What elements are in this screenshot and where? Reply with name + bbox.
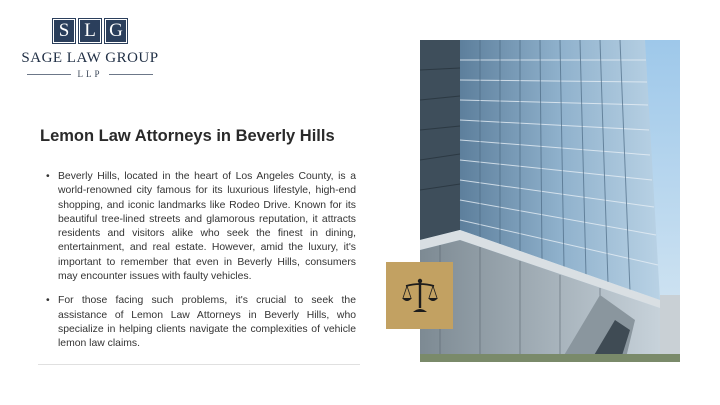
building-photo: [420, 40, 680, 362]
bullet-dot-icon: •: [46, 295, 50, 307]
logo-letter-l: L: [78, 18, 102, 44]
logo-letter-g: G: [104, 18, 128, 44]
bullet-dot-icon: •: [46, 171, 50, 182]
company-logo: [20, 18, 160, 79]
logo-rule-right: [109, 74, 153, 75]
bullet-item: [46, 294, 356, 351]
page-title: Lemon Law Attorneys in Beverly Hills: [40, 127, 335, 145]
bullet-text: Beverly Hills, located in the heart of Los Angeles County, is a world-renowned city famous for its luxurious lifestyle, high-end shopping, and iconic landmarks like Rodeo Drive. Known for its beautiful tree-lined streets and glamorous reputation, it attracts residents and visitors alike who seek the finest in dining, entertainment, and real estate. However, amid the luxury, it's important to remember that even in Beverly Hills, consumers may encounter issues with faulty vehicles.: [58, 171, 356, 283]
logo-company-name: SAGE LAW GROUP: [21, 50, 159, 66]
scales-of-justice-icon: [400, 276, 440, 316]
logo-monogram: [20, 18, 160, 44]
logo-letter-s: S: [52, 18, 76, 44]
content-bullet-list: [46, 170, 356, 362]
scales-of-justice-badge: [386, 262, 453, 329]
logo-llp: LLP: [77, 69, 103, 79]
bottom-divider: [38, 364, 360, 365]
logo-rule-left: [27, 74, 71, 75]
bullet-text: For those facing such problems, it's crucial to seek the assistance of Lemon Law Attorneys in Beverly Hills, who specialize in helping clients navigate the complexities of vehicle lemon law claims.: [58, 295, 356, 350]
logo-subline: [20, 69, 160, 79]
bullet-item: [46, 170, 356, 284]
